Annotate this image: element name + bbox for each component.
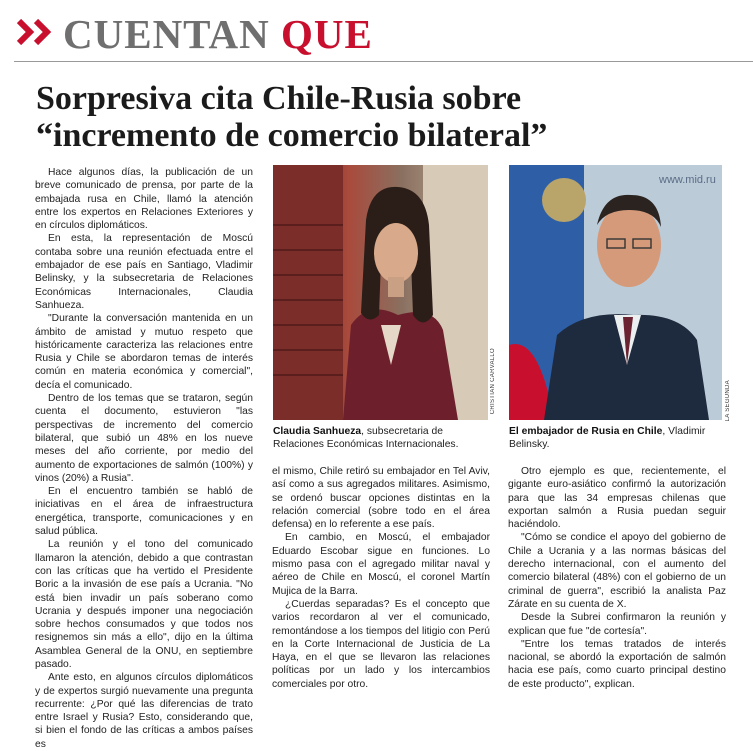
header-rule xyxy=(14,61,753,62)
section-title-word1: CUENTAN xyxy=(63,11,270,57)
caption-bold: Claudia Sanhueza xyxy=(273,426,362,437)
paragraph: el mismo, Chile retiró su embajador en Tel Aviv, así como a sus agregados militares. Asimismo, se ordenó buscar opciones distintas en la relación comercial (sobre todo en el área defensa) en lo referente a ese país. xyxy=(272,466,490,531)
paragraph: Hace algunos días, la publicación de un breve comunicado de prensa, por parte de la embajada rusa en Chile, llamó la atención entre los expertos en Relaciones Exteriores y en círculos diplomáticos. xyxy=(35,167,253,232)
photo-credit: CRISTIAN CARVALLO xyxy=(490,348,496,415)
caption-text: , subsecretaria de Relaciones Económicas Internacionales. xyxy=(273,426,459,451)
headline-line1: Sorpresiva cita Chile-Rusia sobre xyxy=(36,80,522,117)
section-title xyxy=(63,12,373,56)
paragraph: Ante esto, en algunos círculos diplomáticos y de expertos surgió nuevamente una pregunta recurrente: ¿Por qué las diferencias de trato entre Israel y Rusia? Esto, considerando que, si bien el fondo de las críticas a ambos países es xyxy=(35,672,253,750)
paragraph: La reunión y el tono del comunicado llamaron la atención, debido a que contrastan con las críticas que ha vertido el Presidente Boric a la invasión de ese país a Ucrania. "No está bien invadir un país soberano como Ucrania y después imponer una negociación sobre hechos consumados y que todos nos resignemos sin más a ello", dijo en la última Asamblea General de la ONU, en septiembre pasado. xyxy=(35,539,253,670)
paragraph: "Cómo se condice el apoyo del gobierno de Chile a Ucrania y a las normas básicas del derecho internacional, con el aumento del comercio bilateral (48%) con el gobierno de un criminal de guerra", escribió la analista Paz Zárate en su cuenta de X. xyxy=(508,532,726,610)
article-headline xyxy=(36,80,736,154)
backdrop-text: www.mid.ru xyxy=(659,174,716,186)
headline-line2: “incremento de comercio bilateral” xyxy=(36,117,548,154)
section-header xyxy=(0,0,753,62)
double-chevron-icon xyxy=(16,17,60,53)
article-column-3 xyxy=(508,465,726,691)
paragraph: Desde la Subrei confirmaron la reunión y explican que fue "de cortesía". xyxy=(508,612,726,637)
photo-caption xyxy=(273,425,488,452)
photo-vladimir-belinsky xyxy=(509,165,722,420)
paragraph: "Entre los temas tratados de interés nacional, se abordó la exportación de salmón hacia ese país, como cuarto principal destino de este producto", explican. xyxy=(508,638,726,690)
paragraph: Dentro de los temas que se trataron, según cuenta el documento, estuvieron "las perspectivas de incremento del comercio bilateral, que subió un 48% en los nueve meses del año corriente, por medio del aumento de exportaciones de salmón (100%) y vinos (20%) a Rusia". xyxy=(35,393,253,484)
article-column-1 xyxy=(35,166,253,751)
photo-claudia-sanhueza xyxy=(273,165,488,420)
section-title-word2: QUE xyxy=(280,11,373,57)
paragraph: Otro ejemplo es que, recientemente, el gigante euro-asiático confirmó la autorización para que las 34 empresas chilenas que exportan salmón a Rusia puedan seguir haciéndolo. xyxy=(508,466,726,531)
paragraph: En esta, la representación de Moscú contaba sobre una reunión efectuada entre el embajador de ese país en Santiago, Vladimir Belinsky, y la subsecretaria de Relaciones Económicas Internacionales, Claudia Sanhueza. xyxy=(35,233,253,311)
caption-text: , Vladimir Belinsky. xyxy=(509,426,706,451)
photo-caption xyxy=(509,425,724,452)
article-column-2 xyxy=(272,465,490,691)
paragraph: ¿Cuerdas separadas? Es el concepto que varios recordaron al ver el comunicado, remontándose a los tiempos del litigio con Perú en la Corte Internacional de Justicia de La Haya, en el que se llevaron las relaciones políticas por un lado y los intercambios comerciales por otro. xyxy=(272,598,490,690)
paragraph: "Durante la conversación mantenida en un ámbito de amistad y mutuo respeto que históricamente caracteriza las relaciones entre Rusia y Chile se abordaron temas de interés común en materia económica y comercial", decía el comunicado. xyxy=(35,313,253,391)
paragraph: En cambio, en Moscú, el embajador Eduardo Escobar sigue en funciones. Lo mismo pasa con el agregado militar naval y aéreo de Chile en Moscú, el coronel Martín Mujica de la Barra. xyxy=(272,532,490,597)
photo-credit: LA SEGUNDA xyxy=(725,380,731,422)
paragraph: En el encuentro también se habló de iniciativas en el área de infraestructura energética, transporte, comunicaciones y en salud pública. xyxy=(35,486,253,538)
caption-bold: El embajador de Rusia en Chile xyxy=(509,426,663,437)
